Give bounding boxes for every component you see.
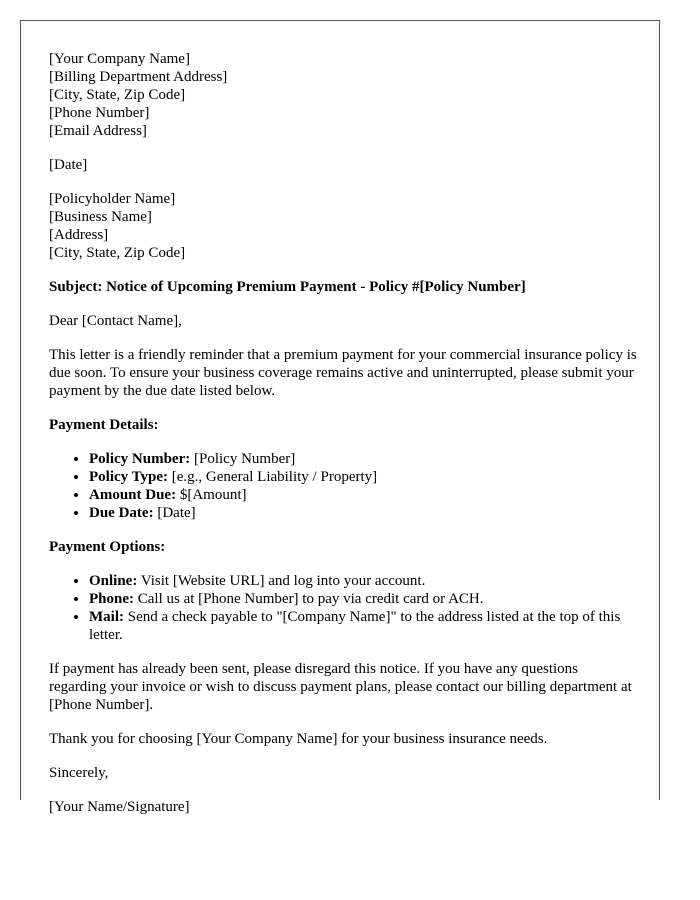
item-label: Mail: xyxy=(89,609,124,625)
list-item xyxy=(89,608,639,644)
sender-email: [Email Address] xyxy=(49,123,147,139)
recipient-business: [Business Name] xyxy=(49,209,152,225)
list-item xyxy=(89,468,639,486)
item-value: [e.g., General Liability / Property] xyxy=(168,469,378,485)
sender-phone: [Phone Number] xyxy=(49,105,150,121)
recipient-block xyxy=(49,190,639,262)
payment-options-list xyxy=(49,572,639,644)
sender-address: [Billing Department Address] xyxy=(49,69,228,85)
recipient-city: [City, State, Zip Code] xyxy=(49,245,186,261)
list-item xyxy=(89,504,639,522)
recipient-name: [Policyholder Name] xyxy=(49,191,176,207)
disregard-paragraph: If payment has already been sent, please disregard this notice. If you have any questions regarding your invoice or wish to discuss payment plans, please contact our billing department at [Phone Number]. xyxy=(49,661,632,713)
item-label: Due Date: xyxy=(89,505,154,521)
payment-details-heading: Payment Details: xyxy=(49,417,159,433)
list-item xyxy=(89,590,639,608)
letter-date: [Date] xyxy=(49,157,88,173)
item-label: Amount Due: xyxy=(89,487,177,503)
thanks-paragraph: Thank you for choosing [Your Company Name] for your business insurance needs. xyxy=(49,731,548,747)
item-value: $[Amount] xyxy=(176,487,247,503)
signature: [Your Name/Signature] xyxy=(49,799,190,815)
sender-company: [Your Company Name] xyxy=(49,51,190,67)
intro-paragraph: This letter is a friendly reminder that a premium payment for your commercial insurance policy is due soon. To ensure your business coverage remains active and uninterrupted, please submit your payment by the due date listed below. xyxy=(49,347,637,399)
item-label: Online: xyxy=(89,573,138,589)
recipient-address: [Address] xyxy=(49,227,109,243)
letter-page xyxy=(20,20,660,815)
list-item xyxy=(89,572,639,590)
sender-city: [City, State, Zip Code] xyxy=(49,87,186,103)
item-value: Visit [Website URL] and log into your account. xyxy=(137,573,426,589)
sender-block xyxy=(49,50,639,140)
item-label: Policy Number: xyxy=(89,451,191,467)
payment-options-heading: Payment Options: xyxy=(49,539,166,555)
list-item xyxy=(89,486,639,504)
item-value: Send a check payable to "[Company Name]" to the address listed at the top of this letter. xyxy=(89,609,621,643)
item-label: Policy Type: xyxy=(89,469,169,485)
item-label: Phone: xyxy=(89,591,134,607)
closing: Sincerely, xyxy=(49,765,109,781)
list-item xyxy=(89,450,639,468)
item-value: [Date] xyxy=(153,505,196,521)
item-value: [Policy Number] xyxy=(190,451,296,467)
subject-line: Subject: Notice of Upcoming Premium Payment - Policy #[Policy Number] xyxy=(49,279,526,295)
item-value: Call us at [Phone Number] to pay via credit card or ACH. xyxy=(134,591,484,607)
salutation: Dear [Contact Name], xyxy=(49,313,182,329)
letter-content xyxy=(49,50,639,832)
payment-details-list xyxy=(49,450,639,522)
